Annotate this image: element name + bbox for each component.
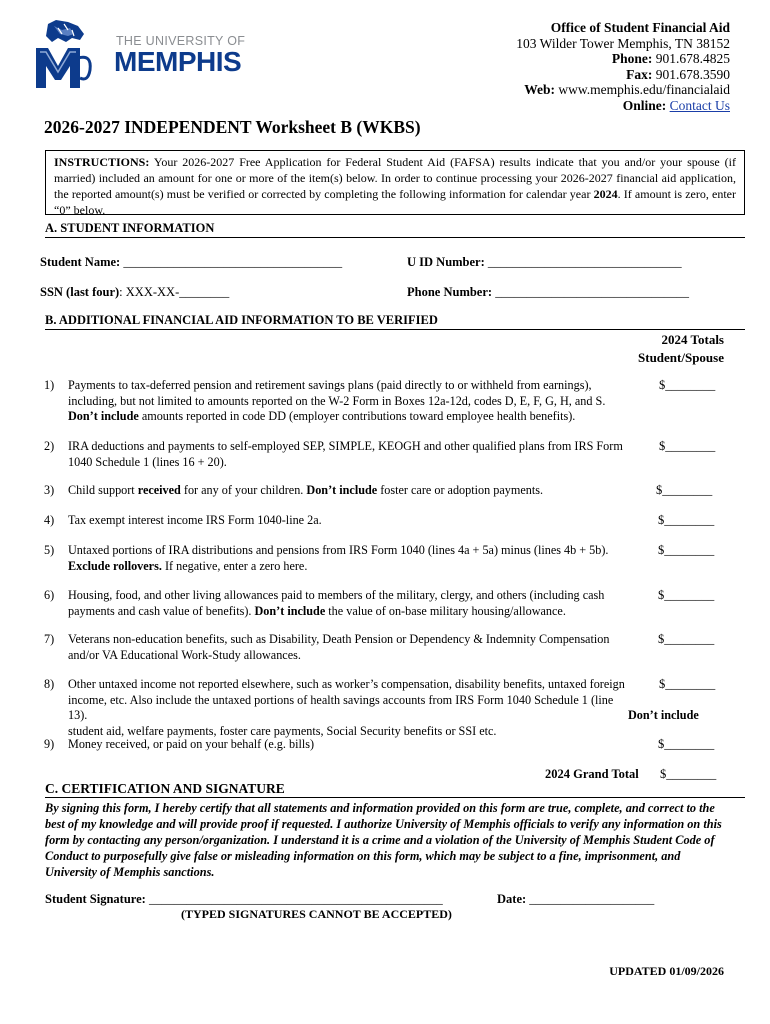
item-text: IRA deductions and payments to self-employed SEP, SIMPLE, KEOGH and other qualified plans from IRS Form 1040 Schedule 1 (lines 16 + 20). [68,439,623,469]
instructions-box [45,150,745,215]
uid-field[interactable] [407,255,682,270]
list-item-1 [44,378,634,426]
office-address: 103 Wilder Tower Memphis, TN 38152 [516,35,730,51]
item-text: Money received, or paid on your behalf (e.g. bills) [68,737,315,751]
student-name-field[interactable] [40,255,342,270]
office-web: www.memphis.edu/financialaid [558,82,730,97]
typed-signature-note: (TYPED SIGNATURES CANNOT BE ACCEPTED) [181,907,452,921]
item-5-amount[interactable]: $________ [658,543,715,557]
item-number: 2) [44,439,55,453]
updated-date: UPDATED 01/09/2026 [609,964,724,978]
instructions-year: 2024 [593,187,618,201]
office-contact-block [516,20,730,113]
ssn-field[interactable] [40,285,229,300]
item-text: Other untaxed income not reported elsewhere, such as worker’s compensation, disability benefits, untaxed foreign income, etc. Also include the untaxed portions of health savings accounts from IRS Form 1040 Schedule 1 (line 13). Don’t include student aid, welfare payments, foster care payments, Social Security benefits or SSI etc. [68,677,699,738]
item-2-amount[interactable]: $________ [659,439,716,453]
section-b-heading: B. ADDITIONAL FINANCIAL AID INFORMATION TO BE VERIFIED [45,313,438,327]
university-logo [34,18,259,92]
student-signature-field[interactable] [45,892,443,907]
item-text: Veterans non-education benefits, such as Disability, Death Pension or Dependency & Indemnity Compensation and/or VA Educational Work-Study allowances. [68,632,610,662]
item-number: 6) [44,588,55,602]
phone-number-label: Phone Number: [407,285,493,299]
phone-number-field[interactable] [407,285,689,300]
item-number: 3) [44,483,55,497]
totals-column-header [638,331,724,367]
online-label: Online: [622,97,667,113]
list-item-9 [44,737,634,753]
office-name: Office of Student Financial Aid [550,20,730,35]
grand-total-amount[interactable]: $________ [660,767,717,781]
item-number: 7) [44,632,55,646]
signature-line: _______________________________________________ [148,892,443,906]
section-c-heading: C. CERTIFICATION AND SIGNATURE [45,781,285,796]
list-item-8 [44,677,704,738]
list-item-2 [44,439,634,471]
item-number: 5) [44,543,55,557]
phone-number-line: _______________________________ [495,285,689,299]
item-text: Child support received for any of your children. Don’t include foster care or adoption payments. [68,483,544,497]
section-a-divider [45,237,745,238]
logo-text-line1: THE UNIVERSITY OF [116,34,246,48]
item-6-amount[interactable]: $________ [658,588,715,602]
section-a-heading: A. STUDENT INFORMATION [45,221,215,235]
item-number: 4) [44,513,55,527]
item-4-amount[interactable]: $________ [658,513,715,527]
totals-header-line2: Student/Spouse [638,350,724,365]
office-phone: 901.678.4825 [655,51,730,66]
date-label: Date: [497,892,527,906]
totals-header-line1: 2024 Totals [661,332,724,347]
list-item-4 [44,513,634,529]
list-item-3 [44,483,634,499]
list-item-6 [44,588,634,620]
student-name-line: ___________________________________ [123,255,343,269]
list-item-5 [44,543,634,575]
item-9-amount[interactable]: $________ [658,737,715,751]
fax-label: Fax: [626,66,653,82]
certification-text: By signing this form, I hereby certify that all statements and information provided on this form are true, complete, and correct to the best of my knowledge and will provide proof if requested. I authorize University of Memphis officials to verify any information on this form by contacting any person/organization. I understand it is a crime and a violation of the University of Memphis Student Code of Conduct to purposefully give false or misleading information on this form, which may be subject to a fine, imprisonment, and University of Memphis sanctions. [45,801,722,879]
item-text: Tax exempt interest income IRS Form 1040-line 2a. [68,513,322,527]
date-field[interactable] [497,892,654,907]
ssn-label: SSN (last four) [40,285,120,299]
item-text: Untaxed portions of IRA distributions and pensions from IRS Form 1040 (lines 4a + 5a) minus (lines 4b + 5b). Exclude rollovers. If negative, enter a zero here. [68,543,609,573]
item-number: 8) [44,677,55,691]
instructions-text-end: . If amount is zero, enter “0” below. [54,187,737,217]
item-8-amount[interactable]: $________ [659,677,716,691]
signature-label: Student Signature: [45,892,146,906]
logo-text-line2: MEMPHIS [114,46,242,77]
section-c-divider [45,797,745,798]
date-line: ____________________ [529,892,655,906]
item-text: Payments to tax-deferred pension and retirement savings plans (paid directly to or withheld from earnings), including, but not limited to amounts reported on the W-2 Form in Boxes 12a-12d, codes D, E, F, G, H, and S. Don’t include amounts reported in code DD (employer contributions toward employee health benefits). [68,378,606,423]
web-label: Web: [524,82,556,97]
uid-label: U ID Number: [407,255,485,269]
contact-us-link[interactable]: Contact Us [669,97,730,113]
uid-line: _______________________________ [487,255,682,269]
item-number: 1) [44,378,55,392]
ssn-value: : XXX-XX-________ [119,285,230,299]
section-b-divider [45,329,745,330]
item-1-amount[interactable]: $________ [659,378,716,392]
item-7-amount[interactable]: $________ [658,632,715,646]
instructions-label: INSTRUCTIONS: [54,155,150,169]
grand-total-label: 2024 Grand Total [545,767,639,781]
item-text: Housing, food, and other living allowances paid to members of the military, clergy, and others (including cash payments and cash value of benefits). Don’t include the value of on-base military housing/allowance. [68,588,605,618]
office-fax: 901.678.3590 [655,66,730,82]
list-item-7 [44,632,634,664]
phone-label: Phone: [611,51,653,66]
student-name-label: Student Name: [40,255,121,269]
instructions-text: Your 2026-2027 Free Application for Federal Student Aid (FAFSA) results indicate that you and/or your spouse (if married) included an amount for one or more of the item(s) below. In order to continue processing your 2026-2027 financial aid application, the reported amount(s) must be verified or corrected by completing the following information for calendar year [54,155,737,201]
item-3-amount[interactable]: $________ [656,483,713,497]
worksheet-title: 2026-2027 INDEPENDENT Worksheet B (WKBS) [44,117,421,137]
item-number: 9) [44,737,55,751]
